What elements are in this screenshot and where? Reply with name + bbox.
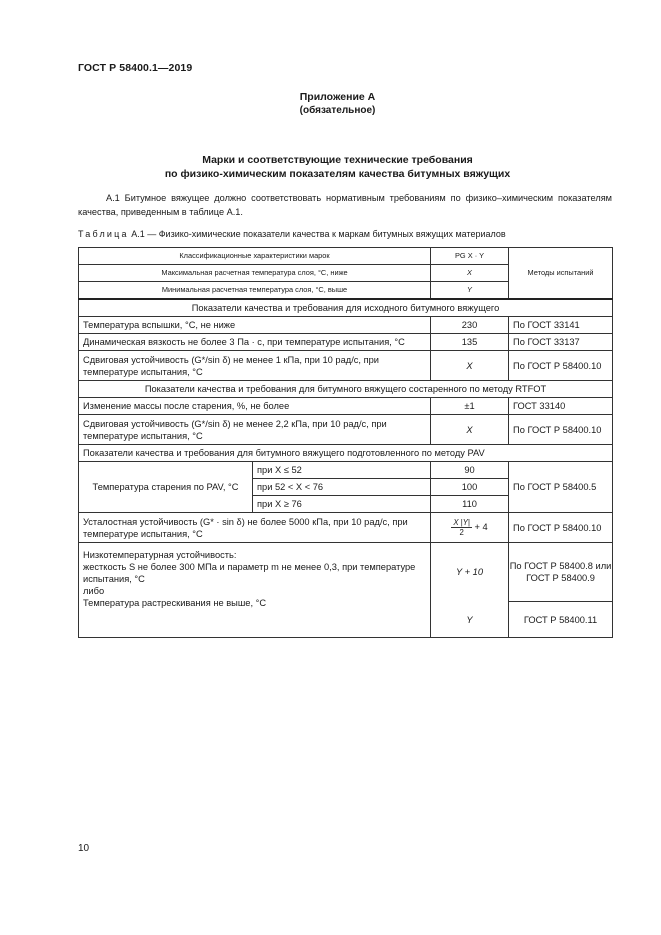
table-row	[79, 334, 613, 351]
lowtemp-line4: Температура растрескивания не выше, °С	[83, 598, 267, 608]
row-method: ГОСТ 33140	[509, 398, 613, 415]
fatigue-formula	[431, 513, 509, 543]
aging-value: 100	[431, 479, 509, 496]
table-row	[79, 351, 613, 381]
row-method: По ГОСТ Р 58400.10	[509, 351, 613, 381]
row-value: 230	[431, 317, 509, 334]
standard-header: ГОСТ Р 58400.1—2019	[78, 62, 193, 74]
lowtemp-line1: Низкотемпературная устойчивость:	[83, 550, 237, 560]
fatigue-numerator: X |Y|	[453, 518, 470, 527]
section-row	[79, 381, 613, 398]
table-caption-text: А.1 — Физико-химические показатели качества к маркам битумных вяжущих материалов	[128, 229, 506, 239]
fatigue-name: Усталостная устойчивость (G* · sin δ) не более 5000 кПа, при 10 рад/с, при температуре испытания, °С	[79, 513, 431, 543]
fatigue-fraction	[451, 518, 472, 537]
fatigue-formula-rest: + 4	[474, 521, 488, 532]
aging-value: 110	[431, 496, 509, 513]
table-row	[79, 462, 613, 479]
lowtemp-values	[431, 543, 509, 638]
row-method: По ГОСТ 33141	[509, 317, 613, 334]
section-title-line2: по физико-химическим показателям качества битумных вяжущих	[164, 168, 511, 180]
aging-condition: при X ≥ 76	[253, 496, 431, 513]
lowtemp-method1: По ГОСТ Р 58400.8 или ГОСТ Р 58400.9	[509, 561, 612, 583]
lowtemp-line3: либо	[83, 586, 105, 596]
row-value: X	[431, 415, 509, 445]
section3-title: Показатели качества и требования для битумного вяжущего подготовленного по методу PAV	[79, 445, 613, 462]
table-row	[79, 317, 613, 334]
methods-header: Методы испытаний	[509, 248, 613, 300]
aging-method: По ГОСТ Р 58400.5	[509, 462, 613, 513]
table-row	[79, 513, 613, 543]
row-method: По ГОСТ 33137	[509, 334, 613, 351]
class-value: PG X · Y	[431, 248, 509, 265]
row-value: ±1	[431, 398, 509, 415]
row-method: По ГОСТ Р 58400.10	[509, 415, 613, 445]
lowtemp-line2: жесткость S не более 300 МПа и параметр m не менее 0,3, при температуре испытания, °С	[83, 562, 416, 584]
max-temp-label: Максимальная расчетная температура слоя, °С, ниже	[79, 265, 431, 282]
lowtemp-method2: ГОСТ Р 58400.11	[523, 614, 598, 625]
section2-title: Показатели качества и требования для битумного вяжущего состаренного по методу RTFOT	[79, 381, 613, 398]
lowtemp-value1: Y + 10	[456, 567, 483, 577]
lowtemp-methods	[509, 543, 613, 638]
table-row	[79, 415, 613, 445]
table-caption-label: Таблица	[78, 229, 129, 239]
section-row	[79, 299, 613, 317]
min-temp-label: Минимальная расчетная температура слоя, °С, выше	[79, 282, 431, 300]
aging-value: 90	[431, 462, 509, 479]
lowtemp-value2: Y	[466, 614, 473, 625]
table-caption	[78, 229, 506, 239]
appendix-title: Приложение А	[299, 91, 376, 103]
appendix-subtitle: (обязательное)	[299, 105, 376, 116]
table-row	[79, 543, 613, 638]
aging-condition: при X ≤ 52	[253, 462, 431, 479]
row-name: Сдвиговая устойчивость (G*/sin δ) не менее 2,2 кПа, при 10 рад/с, при температуре испытания, °С	[79, 415, 431, 445]
row-value: 135	[431, 334, 509, 351]
fatigue-denominator: 2	[459, 528, 464, 537]
aging-condition: при 52 < X < 76	[253, 479, 431, 496]
row-name: Сдвиговая устойчивость (G*/sin δ) не менее 1 кПа, при 10 рад/с, при температуре испытания, °С	[79, 351, 431, 381]
row-name: Температура вспышки, °С, не ниже	[79, 317, 431, 334]
lowtemp-name	[79, 543, 431, 638]
row-name: Изменение массы после старения, %, не более	[79, 398, 431, 415]
max-temp-value: X	[431, 265, 509, 282]
requirements-table	[78, 247, 613, 638]
aging-name: Температура старения по PAV, °С	[79, 462, 253, 513]
section-row	[79, 445, 613, 462]
intro-paragraph: А.1 Битумное вяжущее должно соответствовать нормативным требованиям по физико–химическим показателям качества, приведенным в таблице А.1.	[78, 193, 612, 217]
row-name: Динамическая вязкость не более 3 Па · с, при температуре испытания, °С	[79, 334, 431, 351]
class-label: Классификационные характеристики марок	[79, 248, 431, 265]
fatigue-method: По ГОСТ Р 58400.10	[509, 513, 613, 543]
table-head-row	[79, 248, 613, 265]
row-value: X	[431, 351, 509, 381]
table-row	[79, 398, 613, 415]
page-number: 10	[78, 843, 90, 854]
section1-title: Показатели качества и требования для исходного битумного вяжущего	[79, 299, 613, 317]
min-temp-value: Y	[431, 282, 509, 300]
section-title-line1: Марки и соответствующие технические требования	[202, 154, 473, 166]
